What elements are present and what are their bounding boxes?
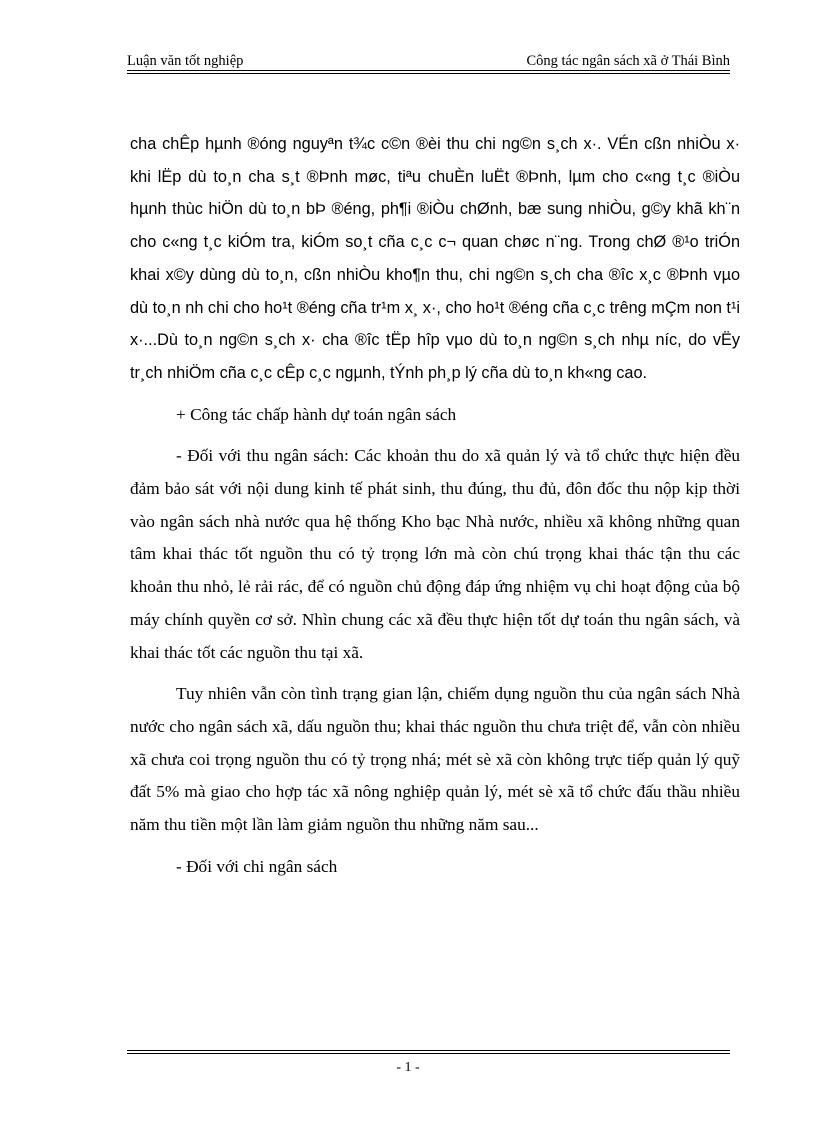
footer-rule xyxy=(127,1053,730,1054)
paragraph-heading-execution: + Công tác chấp hành dự toán ngân sách xyxy=(176,404,457,424)
paragraph-expenditure-heading: - Đối với chi ngân sách xyxy=(176,856,338,876)
header-left-title: Luận văn tốt nghiệp xyxy=(127,53,244,69)
header-rule-thin xyxy=(127,73,730,74)
paragraph-however: Tuy nhiên vẫn còn tình trạng gian lận, chiếm dụng nguồn thu của ngân sách Nhà nước cho ngân sách xã, dấu nguồn thu; khai thác nguồn thu chưa triệt để, vẫn còn nhiều xã chưa coi trọng nguồn thu có tỷ trọng nhá; mét sè xã còn không trực tiếp quản lý quỹ đất 5% mà giao cho hợp tác xã nông nghiệp quản lý, mét sè xã tổ chức đấu thầu nhiều năm thu tiền một lần làm giảm nguồn thu những năm sau... xyxy=(130,684,740,835)
page-number: - 1 - xyxy=(396,1060,420,1075)
document-body xyxy=(130,128,740,883)
paragraph-revenue: - Đối với thu ngân sách: Các khoản thu do xã quản lý và tổ chức thực hiện đều đảm bảo sát với nội dung kinh tế phát sinh, thu đúng, thu đủ, đôn đốc thu nộp kịp thời vào ngân sách nhà nước qua hệ thống Kho bạc Nhà nước, nhiều xã không những quan tâm khai thác tốt nguồn thu có tỷ trọng lớn mà còn chú trọng khai thác tận thu các khoản thu nhỏ, lẻ rải rác, để có nguồn chủ động đáp ứng nhiệm vụ chi hoạt động của bộ máy chính quyền cơ sở. Nhìn chung các xã đều thực hiện tốt dự toán thu ngân sách, và khai thác tốt các nguồn thu tại xã. xyxy=(130,446,740,662)
paragraph-legacy-encoding: cha chÊp hµnh ®óng nguyªn t¾c c©n ®èi thu chi ng©n s¸ch x·. VÉn cßn nhiÒu x· khi lËp dù to¸n cha s¸t ®Þnh møc, tiªu chuÈn luËt ®Þnh, lµm cho c«ng t¸c ®iÒu hµnh thùc hiÖn dù to¸n bÞ ®éng, ph¶i ®iÒu chØnh, bæ sung nhiÒu, g©y khã kh¨n cho c«ng t¸c kiÓm tra, kiÓm so¸t cña c¸c c¬ quan chøc n¨ng. Trong chØ ®¹o triÓn khai x©y dùng dù to¸n, cßn nhiÒu kho¶n thu, chi ng©n s¸ch cha ®îc x¸c ®Þnh vµo dù to¸n nh chi cho ho¹t ®éng cña tr¹m x¸ x·, cho ho¹t ®éng cña c¸c trêng mÇm non t¹i x·...Dù to¸n ng©n s¸ch x· cha ®îc tËp hîp vµo dù to¸n ng©n s¸ch nhµ níc, do vËy tr¸ch nhiÖm cña c¸c cÊp c¸c ngµnh, tÝnh ph¸p lý cña dù to¸n kh«ng cao. xyxy=(130,135,740,382)
footer-rule-thin xyxy=(127,1050,730,1051)
page-header xyxy=(127,50,730,70)
header-right-title: Công tác ngân sách xã ở Thái Bình xyxy=(526,53,730,69)
header-rule xyxy=(127,70,730,71)
